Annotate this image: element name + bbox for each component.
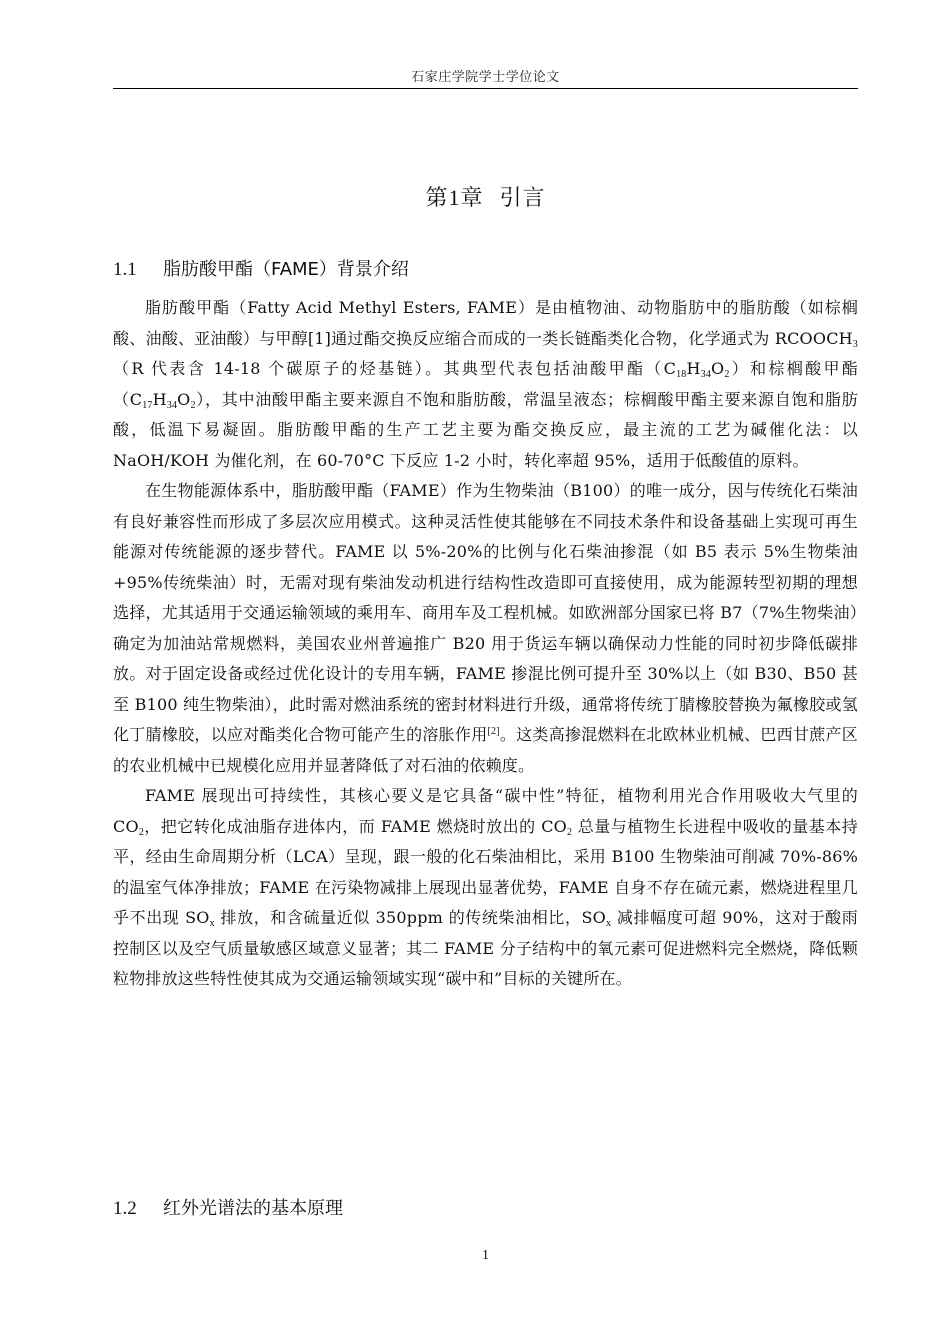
text-run: O <box>177 389 191 409</box>
subscript: 2 <box>566 826 573 838</box>
subscript: x <box>606 918 612 929</box>
body-text <box>113 293 858 995</box>
running-header: 石家庄学院学士学位论文 <box>411 70 560 85</box>
text-run: ），其中油酸甲酯主要来源自不饱和脂肪酸，常温呈液态；棕榈酸甲酯主要来源自饱和脂肪酸，低温下易凝固。脂肪酸甲酯的生产工艺主要为酯交换反应，最主流的工艺为碱催化法：以 NaOH/KOH 为催化剂，在 60-70°C 下反应 1-2 小时，转化率超 95%，适用于低酸值的原料。 <box>113 389 858 470</box>
section-title: 红外光谱法的基本原理 <box>163 1198 343 1219</box>
section-number: 1.1 <box>113 259 137 280</box>
citation-ref: [2] <box>487 726 500 737</box>
subscript: 2 <box>138 826 144 838</box>
subscript: 34 <box>166 399 178 411</box>
text-run: 在生物能源体系中，脂肪酸甲酯（FAME）作为生物柴油（B100）的唯一成分，因与传统化石柴油有良好兼容性而形成了多层次应用模式。这种灵活性使其能够在不同技术条件和设备基础上实现可再生能源对传统能源的逐步替代。FAME 以 5%-20%的比例与化石柴油掺混（如 B5 表示 5%生物柴油+95%传统柴油）时，无需对现有柴油发动机进行结构性改造即可直接使用，成为能源转型初期的理想选择，尤其适用于交通运输领域的乘用车、商用车及工程机械。如欧洲部分国家已将 B7（7%生物柴油）确定为加油站常规燃料，美国农业州普遍推广 B20 用于货运车辆以确保动力性能的同时初步降低碳排放。对于固定设备或经过优化设计的专用车辆，FAME 掺混比例可提升至 30%以上（如 B30、B50 甚至 B100 纯生物柴油），此时需对燃油系统的密封材料进行升级，通常将传统丁腈橡胶替换为氟橡胶或氢化丁腈橡胶，以应对酯类化合物可能产生的溶胀作用 <box>113 481 858 744</box>
subscript: 17 <box>142 399 153 411</box>
subscript: 2 <box>190 399 196 411</box>
subscript: x <box>209 918 215 929</box>
subscript: 3 <box>852 338 858 350</box>
subscript: 2 <box>724 369 730 380</box>
text-run: 总量与植物生长进程中吸收的量基本持平，经由生命周期分析（LCA）呈现，跟一般的化石柴油相比，采用 B100 生物柴油可削减 70%-86%的温室气体净排放；FAME 在污染物减排上展现出显著优势，FAME 自身不存在硫元素，燃烧进程里几乎不出现 SO <box>113 816 858 927</box>
subscript: 18 <box>676 369 687 380</box>
chapter-name: 引言 <box>499 186 546 211</box>
text-run: ）和棕榈酸甲酯（C <box>113 359 858 409</box>
text-run: 脂肪酸甲酯（Fatty Acid Methyl Esters, FAME）是由植物油、动物脂肪中的脂肪酸（如棕榈酸、油酸、亚油酸）与甲醇[1]通过酯交换反应缩合而成的一类长链酯类化合物，化学通式为 RCOOCH <box>113 298 858 348</box>
section-heading-1-1 <box>113 255 858 281</box>
section-number: 1.2 <box>113 1198 137 1219</box>
subscript: 34 <box>700 369 712 380</box>
text-run: O <box>711 359 725 378</box>
header-rule <box>113 88 858 89</box>
chapter-number: 1 <box>448 185 461 210</box>
section-heading-1-2 <box>113 1194 858 1220</box>
text-run: 减排幅度可超 90%，这对于酸雨控制区以及空气质量敏感区域意义显著；其二 FAME 分子结构中的氧元素可促进燃料完全燃烧，降低颗粒物排放这些特性使其成为交通运输领域实现“碳中和”目标的关键所在。 <box>113 908 858 988</box>
section-title: 脂肪酸甲酯（FAME）背景介绍 <box>163 259 409 280</box>
text-run: H <box>152 389 167 409</box>
paragraph-1 <box>113 293 858 476</box>
paragraph-3 <box>113 781 858 995</box>
text-run: ，把它转化成油脂存进体内，而 FAME 燃烧时放出的 CO <box>143 816 567 836</box>
chapter-prefix: 第 <box>425 186 449 211</box>
text-run: 排放，和含硫量近似 350ppm 的传统柴油相比，SO <box>214 908 606 927</box>
text-run: 。这类高掺混燃料在北欧林业机械、巴西甘蔗产区的农业机械中已规模化应用并显著降低了对石油的依赖度。 <box>113 725 859 775</box>
text-run: （R 代表含 14-18 个碳原子的烃基链）。其典型代表包括油酸甲酯（C <box>113 359 677 378</box>
text-run: H <box>686 359 701 378</box>
chapter-suffix: 章 <box>460 186 484 211</box>
page-number: 1 <box>482 1248 489 1263</box>
text-run: FAME 展现出可持续性，其核心要义是它具备“碳中性”特征，植物利用光合作用吸收大气里的 CO <box>113 786 858 836</box>
chapter-title <box>113 181 858 212</box>
paragraph-2 <box>113 476 858 781</box>
